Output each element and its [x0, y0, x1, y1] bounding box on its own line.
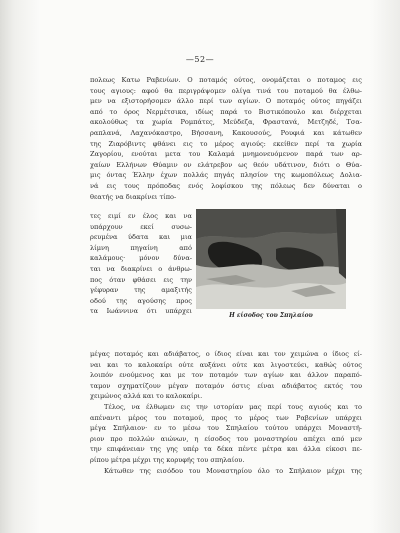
cave-entrance-photo	[196, 209, 346, 309]
text-line: πολεως Κατω Ραβενίων. Ο ποταμός ούτος, ονομάζεται ο ποταμος εις	[90, 76, 362, 84]
paragraph-bottom	[90, 349, 362, 476]
text-line: Ζαγορίου, ενούται μετα του Καλαμά μνημονευόμενον παρά των αρ-	[90, 150, 362, 159]
text-line: της Ζιαρόβιντς φθάνει εις το μέρος αγιούς: εκείθεν περί τα χωρία	[90, 139, 362, 148]
text-line: απέναντι μέρος του ποταμού, προς το μέρος των Ραβενίων υπάρχει	[90, 413, 362, 422]
text-line: λοιπόν ενούμενος και με τον ποταμόν των αγίων και άλλον παραπό-	[90, 371, 362, 380]
paragraph-left-of-photo	[90, 211, 192, 317]
text-line: Τέλος, να έλθωμεν εις την ιστορίαν μας περί τους αγιούς και το	[104, 402, 362, 411]
text-line: μις όντας Έλλην έχων πολλάς πηγάς πλησίον της κωμοπόλεως Δολια-	[90, 171, 362, 180]
text-line: καλάμους· μόνον δύνα-	[90, 254, 192, 263]
text-line: λίμνη πηγαίνη από	[90, 243, 192, 252]
text-line: την επιφάνειαν της γης υπέρ τα δέκα πέντε μέτρα και άλλα είκοσι πε-	[90, 445, 362, 454]
text-line: θεατής να διακρίνει τίπο-	[90, 192, 177, 201]
text-line: υπάρχουν εκεί συσω-	[90, 222, 192, 231]
text-line: ρευμένα ύδατα και μια	[90, 233, 192, 242]
text-line: οδού της αγούσης προς	[90, 296, 192, 305]
photo-caption: Η είσοδος του Σπηλαίου	[229, 312, 313, 319]
text-line: από το όρος Νερμέτσικα, ιδίως παρά το Βιστικόπουλο και διέρχεται	[90, 107, 362, 116]
text-line: μέγας ποταμός και αδιάβατος, ο ίδιος είναι και τον χειμώνα ο ίδιος εί-	[90, 350, 362, 358]
cave-photo-illustration	[196, 209, 346, 309]
text-line: ρίπου μέτρα μέχρι της κορυφής του σπηλαίου.	[90, 455, 245, 464]
text-line: μέγα Σπήλαιον· εν το μέσω του Σπηλαίου τούτου υπάρχει Μοναστή-	[90, 424, 362, 433]
text-line: τες ειμί εν έλος και να	[90, 212, 192, 220]
text-line: ταμον σχηματίζουν μέγαν ποταμόν όστις είναι αδιάβατος εκτός του	[90, 381, 362, 390]
text-line: τους αγιους: αφού θα περιγράψομεν ολίγα τινά του ποταμού θα έλθω-	[90, 86, 362, 95]
text-line: ριον προ πολλών αιώνων, η είσοδος του μοναστηρίου απέχει από μεν	[90, 434, 362, 443]
text-line: πος όταν φθάσει εις την	[90, 275, 192, 284]
text-line: χειμώνος αλλά και το καλοκαίρι.	[90, 392, 203, 401]
text-line: γέφυραν της αμαξιτής	[90, 286, 192, 295]
page-number: —52—	[185, 55, 215, 64]
text-line: χαίων Ελλήνων Θύαμιν ον ελάτρεβον ως θεόν υδάτινον, διότι ο Θύα-	[90, 160, 362, 169]
text-line: μεν να εξιστορήσομεν άλλο περί των αγίων. Ο ποταμός ούτος πηγάζει	[90, 97, 362, 106]
text-line: Κάτωθεν της εισόδου του Μοναστηρίου όλο το Σπήλαιον μέχρι της	[104, 466, 362, 475]
text-line: ακολούθως τα χωρία Ρομπάτες, Μεύδεζα, Φρασταvά, Μετζηδέ, Τσα-	[90, 118, 362, 127]
text-line: ται να διακρίνει ο άνθρω-	[90, 264, 192, 273]
text-line: ραπλανά, Λαχανόκαστρο, Βήσσανη, Κακουσούς, Ρουφιά και κάτωθεν	[90, 128, 362, 137]
text-line: νά εις τους πρόποδας ενός λοφίσκου της πόλεως δεν δύναται ο	[90, 181, 362, 190]
text-line: τα Ιωάννινα ότι υπάρχει	[90, 307, 192, 316]
text-line: ναι και το καλοκαίρι ούτε αυξάνει ούτε και λιγοστεύει, καθώς ούτος	[90, 360, 362, 369]
paragraph-top	[90, 75, 362, 202]
